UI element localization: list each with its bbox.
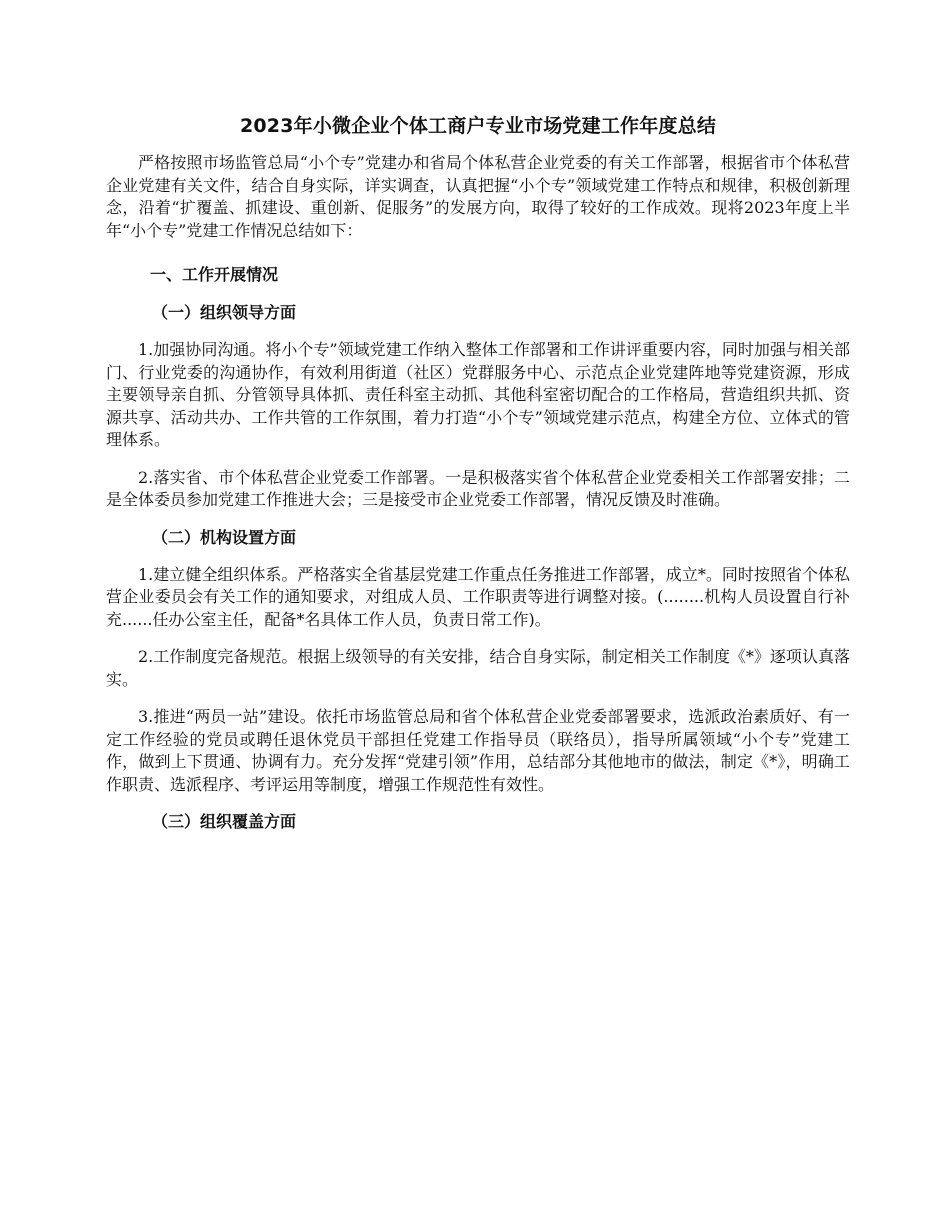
paragraph-organization-system: 1.建立健全组织体系。严格落实全省基层党建工作重点任务推进工作部署，成立*。同时按照省个体私营企业委员会有关工作的通知要求，对组成人员、工作职责等进行调整对接。(........机构人员设置自行补充......任办公室主任，配备*名具体工作人员，负责日常工作)。 [106, 564, 850, 629]
paragraph-implementation: 2.落实省、市个体私营企业党委工作部署。一是积极落实省个体私营企业党委相关工作部署安排；二是全体委员参加党建工作推进大会；三是接受市企业党委工作部署，情况反馈及时准确。 [106, 467, 850, 509]
document-title: 2023年小微企业个体工商户专业市场党建工作年度总结 [239, 115, 717, 137]
section-heading-work-progress: 一、工作开展情况 [150, 265, 279, 284]
paragraph-work-rules: 2.工作制度完备规范。根据上级领导的有关安排，结合自身实际，制定相关工作制度《*》逐项认真落实。 [106, 647, 850, 689]
intro-paragraph: 严格按照市场监管总局“小个专”党建办和省局个体私营企业党委的有关工作部署，根据省市个体私营企业党建有关文件，结合自身实际，详实调查，认真把握“小个专”领域党建工作特点和规律，积极创新理念，沿着“扩覆盖、抓建设、重创新、促服务”的发展方向，取得了较好的工作成效。现将2023年度上半年“小个专”党建工作情况总结如下： [106, 153, 850, 240]
subsection-heading-leadership: （一）组织领导方面 [152, 303, 297, 322]
paragraph-coordination: 1.加强协同沟通。将小个专”领域党建工作纳入整体工作部署和工作讲评重要内容，同时加强与相关部门、行业党委的沟通协作，有效利用街道（社区）党群服务中心、示范点企业党建阵地等党建资源，形成主要领导亲自抓、分管领导具体抓、责任科室主动抓、其他科室密切配合的工作格局，营造组织共抓、资源共享、活动共办、工作共管的工作氛围，着力打造“小个专”领域党建示范点，构建全方位、立体式的管理体系。 [106, 340, 850, 449]
subsection-heading-institution: （二）机构设置方面 [152, 527, 297, 547]
subsection-heading-coverage: （三）组织覆盖方面 [152, 812, 297, 831]
paragraph-two-members-one-station: 3.推进“两员一站”建设。依托市场监管总局和省个体私营企业党委部署要求，选派政治素质好、有一定工作经验的党员或聘任退休党员干部担任党建工作指导员（联络员），指导所属领域“小个专”党建工作，做到上下贯通、协调有力。充分发挥“党建引领”作用，总结部分其他地市的做法，制定《*》，明确工作职责、选派程序、考评运用等制度，增强工作规范性有效性。 [106, 707, 850, 794]
